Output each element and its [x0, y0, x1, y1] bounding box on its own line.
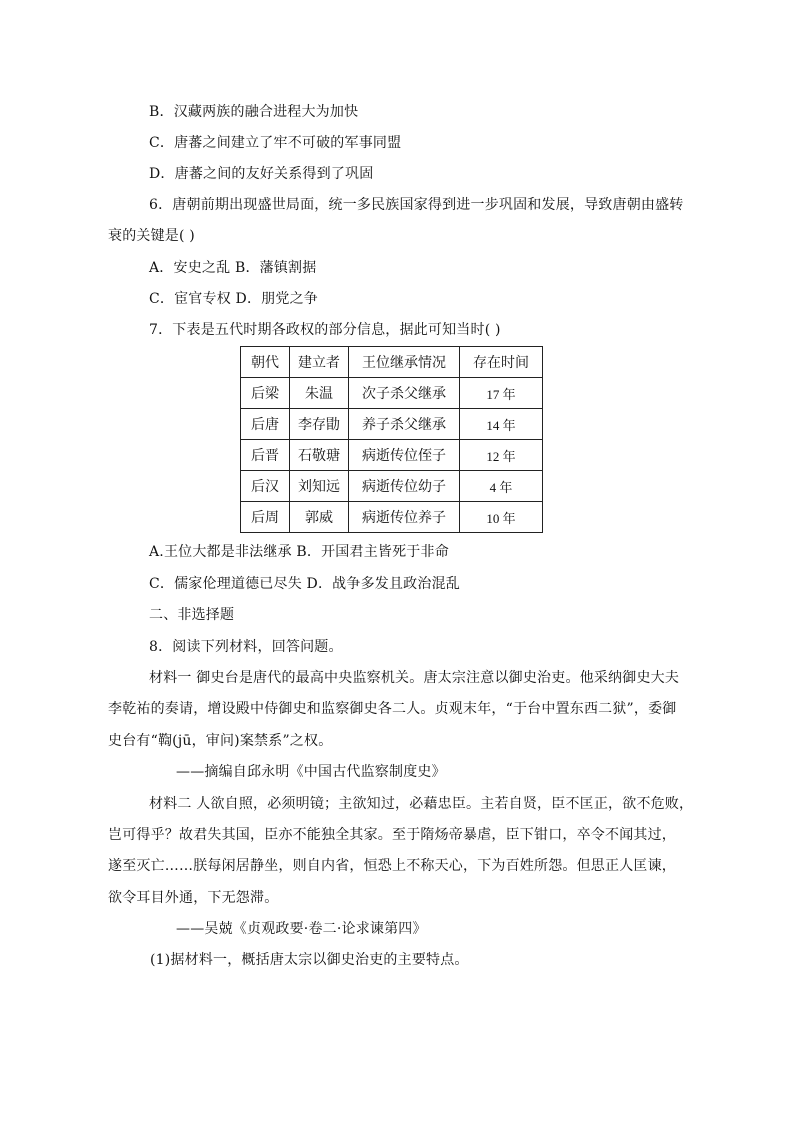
table-cell: 后梁	[241, 378, 290, 409]
table-cell: 石敬瑭	[290, 440, 349, 471]
table-cell: 14 年	[460, 409, 543, 440]
table-row	[241, 409, 543, 440]
table-cell: 病逝传位养子	[349, 502, 460, 533]
table-cell: 后唐	[241, 409, 290, 440]
table-cell: 12 年	[460, 440, 543, 471]
table-cell: 10 年	[460, 502, 543, 533]
q8-material2-line4: 欲令耳目外通，下无怨滞。	[108, 890, 279, 906]
q8-material2-line1: 材料二 人欲自照，必须明镜；主欲知过，必藉忠臣。主若自贤，臣不匡正，欲不危败，	[149, 796, 694, 812]
table-cell: 后汉	[241, 471, 290, 502]
q7-options-line2: C．儒家伦理道德已尽失 D．战争多发且政治混乱	[149, 576, 460, 592]
q6-options-line2: C．宦官专权 D．朋党之争	[149, 291, 318, 307]
table-cell: 后周	[241, 502, 290, 533]
table-cell: 郭威	[290, 502, 349, 533]
table-cell: 后晋	[241, 440, 290, 471]
q8-material1-line1: 材料一 御史台是唐代的最高中央监察机关。唐太宗注意以御史治吏。他采纳御史大夫	[149, 670, 680, 686]
table-header-cell: 王位继承情况	[349, 347, 460, 378]
table-row	[241, 471, 543, 502]
q8-subquestion-1: (1)据材料一，概括唐太宗以御史治吏的主要特点。	[150, 952, 469, 968]
table-header-cell: 建立者	[290, 347, 349, 378]
q6-stem-line1: 6．唐朝前期出现盛世局面，统一多民族国家得到进一步巩固和发展，导致唐朝由盛转	[149, 197, 684, 213]
table-cell: 17 年	[460, 378, 543, 409]
q8-material2-line2: 岂可得乎？故君失其国，臣亦不能独全其家。至于隋炀帝暴虐，臣下钳口，卒令不闻其过，	[108, 827, 676, 843]
table-header-cell: 朝代	[241, 347, 290, 378]
table-header-row	[241, 347, 543, 378]
table-cell: 养子杀父继承	[349, 409, 460, 440]
table-cell: 朱温	[290, 378, 349, 409]
q8-source2: ——吴兢《贞观政要·卷二·论求谏第四》	[176, 921, 427, 937]
table-cell: 李存勖	[290, 409, 349, 440]
q7-options-line1: A.王位大都是非法继承 B．开国君主皆死于非命	[149, 544, 449, 560]
table-row	[241, 378, 543, 409]
table-cell: 病逝传位幼子	[349, 471, 460, 502]
q8-material2-line3: 遂至灭亡……朕每闲居静坐，则自内省，恒恐上不称天心，下为百姓所怨。但思正人匡谏，	[108, 858, 676, 874]
table-header-cell: 存在时间	[460, 347, 543, 378]
table-row	[241, 440, 543, 471]
q8-source1: ——摘编自邱永明《中国古代监察制度史》	[176, 764, 446, 780]
q8-stem: 8．阅读下列材料，回答问题。	[149, 639, 343, 655]
q8-material1-line3: 史台有“鞫(jū，审问)案禁系”之权。	[108, 733, 333, 749]
q8-material1-line2: 李乾祐的奏请，增设殿中侍御史和监察御史各二人。贞观末年，“于台中置东西二狱”，委御	[108, 701, 677, 717]
q5-option-b: B．汉藏两族的融合进程大为加快	[149, 104, 359, 120]
table-row	[241, 502, 543, 533]
table-cell: 刘知远	[290, 471, 349, 502]
table-cell: 病逝传位侄子	[349, 440, 460, 471]
table-cell: 次子杀父继承	[349, 378, 460, 409]
section-heading: 二、非选择题	[149, 607, 235, 623]
q6-options-line1: A．安史之乱 B．藩镇割据	[149, 260, 317, 276]
q6-stem-line2: 衰的关键是( )	[108, 228, 195, 244]
q7-stem: 7．下表是五代时期各政权的部分信息，据此可知当时( )	[149, 322, 501, 338]
table-cell: 4 年	[460, 471, 543, 502]
q5-option-d: D．唐蕃之间的友好关系得到了巩固	[149, 166, 374, 182]
q7-dynasty-table	[240, 346, 543, 533]
q5-option-c: C．唐蕃之间建立了牢不可破的军事同盟	[149, 135, 402, 151]
